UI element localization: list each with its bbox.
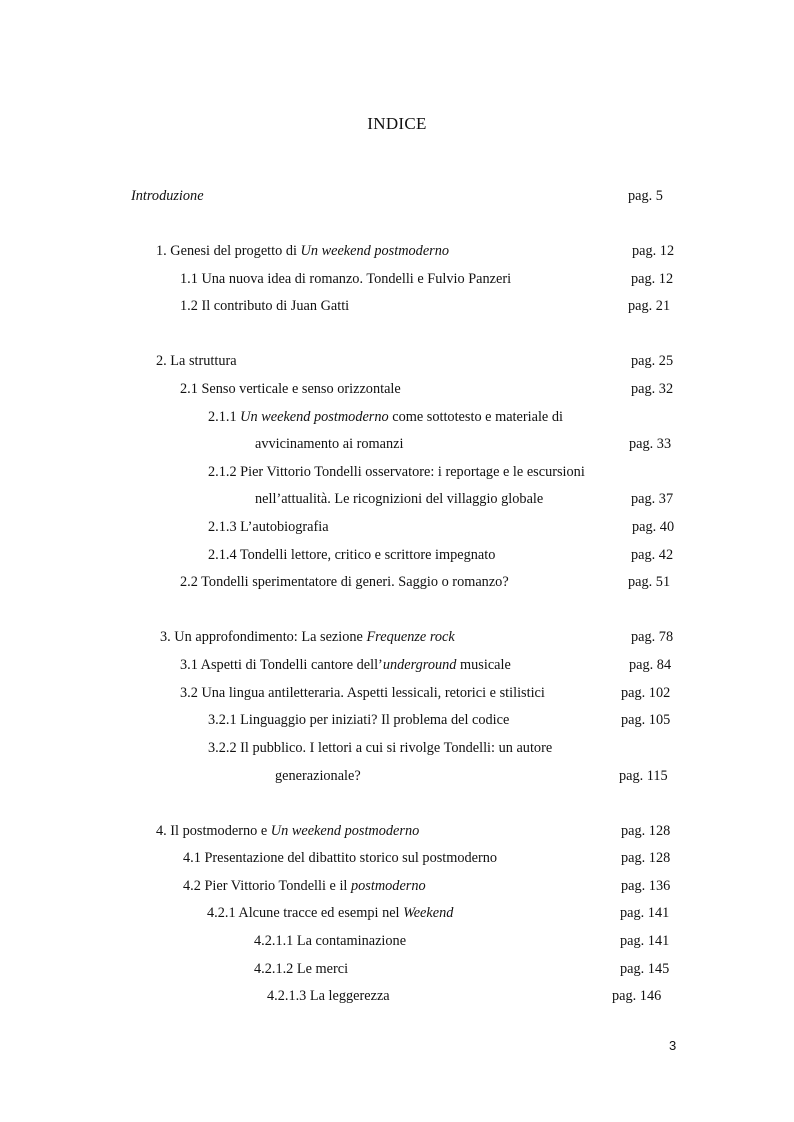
toc-entry-4-2-1-1: [254, 930, 406, 952]
toc-entry-italic: underground: [382, 657, 457, 673]
toc-entry-2-1-3: [208, 516, 329, 538]
toc-page-ref: pag. 141: [620, 905, 670, 921]
toc-entry-label: 4.1 Presentazione del dibattito storico sul postmoderno: [183, 850, 498, 866]
toc-page-ref: pag. 21: [628, 298, 671, 314]
toc-entry-italic: Un weekend postmoderno: [300, 243, 450, 259]
toc-page-ref: pag. 32: [631, 381, 674, 397]
toc-entry-4-2-1: [207, 902, 453, 924]
toc-entry-4-2-1-3: [267, 985, 390, 1007]
toc-entry-italic: postmoderno: [350, 878, 426, 894]
toc-page-ref: pag. 5: [628, 188, 663, 204]
toc-entry-number: 2.1.1: [208, 409, 241, 425]
toc-entry-4-1: [183, 847, 497, 869]
toc-entry-suffix: musicale: [456, 657, 511, 673]
toc-entry-1-1: [180, 268, 511, 290]
toc-entry-3-1: [180, 654, 511, 676]
toc-entry-italic: Un weekend postmoderno: [270, 823, 420, 839]
toc-entry-3-2-1: [208, 709, 509, 731]
toc-entry-4-2-1-2: [254, 958, 348, 980]
toc-entry-label: 1.2 Il contributo di Juan Gatti: [180, 298, 350, 314]
toc-entry-label: generazionale?: [275, 768, 361, 784]
toc-entry-chapter-4: [156, 820, 419, 842]
toc-entry-label: 4.2.1.1 La contaminazione: [254, 933, 407, 949]
toc-entry-2-1-2-cont: [255, 488, 543, 510]
toc-page-ref: pag. 102: [621, 685, 671, 701]
toc-entry-label: 3.2.2 Il pubblico. I lettori a cui si rivolge Tondelli: un autore: [208, 740, 553, 756]
toc-entry-label: avvicinamento ai romanzi: [255, 436, 404, 452]
toc-entry-label: 3. Un approfondimento: La sezione: [160, 629, 367, 645]
toc-entry-3-2-2: [208, 737, 552, 759]
toc-entry-1-2: [180, 295, 349, 317]
toc-page-ref: pag. 12: [631, 271, 674, 287]
toc-entry-chapter-3: [160, 626, 455, 648]
toc-entry-italic: Weekend: [403, 905, 454, 921]
toc-entry-label: nell’attualità. Le ricognizioni del villaggio globale: [255, 491, 544, 507]
toc-page-ref: pag. 40: [632, 519, 675, 535]
toc-entry-label: come sottotesto e materiale di: [388, 409, 563, 425]
toc-entry-label: 2.1 Senso verticale e senso orizzontale: [180, 381, 401, 397]
toc-entry-label: 3.1 Aspetti di Tondelli cantore dell’: [180, 657, 383, 673]
toc-page-ref: pag. 42: [631, 547, 674, 563]
toc-entry-label: 2.1.4 Tondelli lettore, critico e scrittore impegnato: [208, 547, 496, 563]
toc-entry-4-2: [183, 875, 426, 897]
toc-entry-label: 4.2.1.2 Le merci: [254, 961, 349, 977]
toc-page-ref: pag. 78: [631, 629, 674, 645]
toc-page-ref: pag. 141: [620, 933, 670, 949]
toc-entry-3-2: [180, 682, 545, 704]
toc-entry-chapter-1: [156, 240, 449, 262]
toc-entry-label: 1.1 Una nuova idea di romanzo. Tondelli e Fulvio Panzeri: [180, 271, 512, 287]
toc-entry-2-1-4: [208, 544, 495, 566]
toc-entry-2-1-1-cont: [255, 433, 403, 455]
toc-entry-2-1: [180, 378, 401, 400]
toc-entry-2-1-1: [208, 406, 563, 428]
toc-page-ref: pag. 51: [628, 574, 671, 590]
toc-page-ref: pag. 115: [619, 768, 668, 784]
toc-entry-label: 3.2 Una lingua antiletteraria. Aspetti lessicali, retorici e stilistici: [180, 685, 545, 701]
toc-page-ref: pag. 146: [612, 988, 662, 1004]
toc-page-ref: pag. 136: [621, 878, 671, 894]
toc-page-ref: pag. 128: [621, 850, 671, 866]
toc-page-ref: pag. 128: [621, 823, 671, 839]
toc-entry-label: 2.1.2 Pier Vittorio Tondelli osservatore: i reportage e le escursioni: [208, 464, 585, 480]
toc-entry-3-2-2-cont: [275, 765, 361, 787]
toc-entry-label: 1. Genesi del progetto di: [156, 243, 301, 259]
toc-page-ref: pag. 145: [620, 961, 670, 977]
toc-entry-italic: Un weekend postmoderno: [240, 409, 389, 425]
toc-entry-label: 2.2 Tondelli sperimentatore di generi. Saggio o romanzo?: [180, 574, 509, 590]
toc-entry-label: 2.1.3 L’autobiografia: [208, 519, 329, 535]
toc-entry-label: 3.2.1 Linguaggio per iniziati? Il problema del codice: [208, 712, 510, 728]
toc-entry-introduzione: [131, 185, 204, 207]
toc-entry-2-2: [180, 571, 509, 593]
toc-entry-label: 4.2 Pier Vittorio Tondelli e il: [183, 878, 351, 894]
toc-page-ref: pag. 84: [629, 657, 672, 673]
page-number: 3: [669, 1038, 677, 1053]
toc-entry-label: 2. La struttura: [156, 353, 237, 369]
toc-page-ref: pag. 12: [632, 243, 675, 259]
toc-entry-italic: Frequenze rock: [366, 629, 455, 645]
toc-entry-label: Introduzione: [131, 188, 204, 204]
toc-page-ref: pag. 105: [621, 712, 671, 728]
toc-entry-2-1-2: [208, 461, 585, 483]
toc-page-ref: pag. 37: [631, 491, 674, 507]
page-title: INDICE: [367, 114, 427, 133]
toc-entry-label: 4.2.1 Alcune tracce ed esempi nel: [207, 905, 404, 921]
toc-page-ref: pag. 25: [631, 353, 674, 369]
toc-entry-label: 4.2.1.3 La leggerezza: [267, 988, 390, 1004]
toc-entry-chapter-2: [156, 350, 237, 372]
toc-entry-label: 4. Il postmoderno e: [156, 823, 271, 839]
toc-page-ref: pag. 33: [629, 436, 672, 452]
